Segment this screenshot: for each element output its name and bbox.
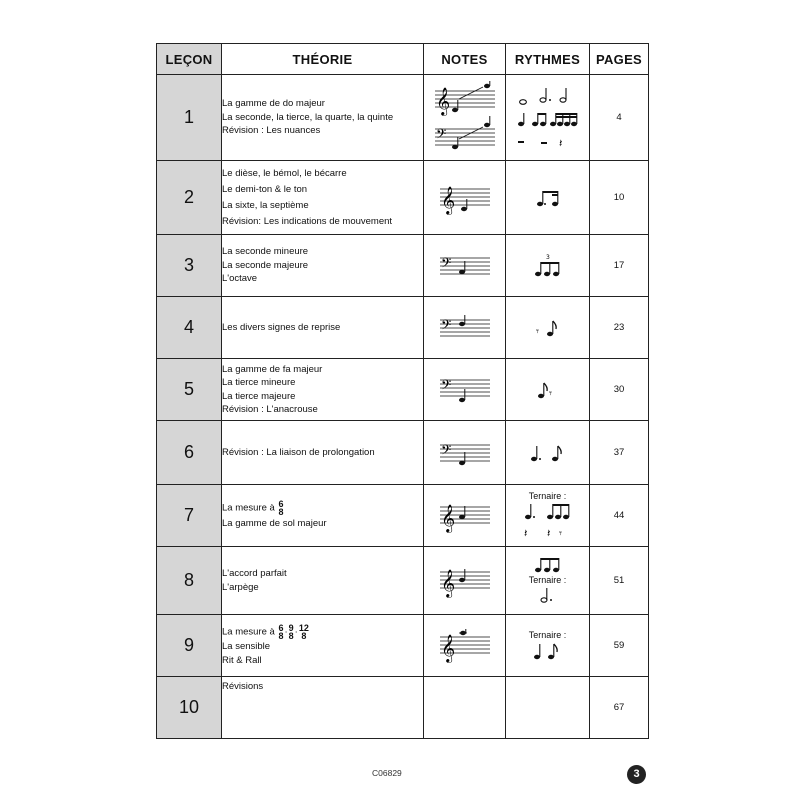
theory-line: La sensible: [222, 641, 271, 652]
page-number: 67: [590, 677, 649, 739]
lesson-number: 10: [157, 677, 222, 739]
svg-text:𝄽: 𝄽: [546, 526, 550, 540]
table-row: [157, 359, 649, 421]
rythm-cell: [506, 421, 590, 485]
theory-line: [222, 500, 423, 516]
svg-text:𝄢: 𝄢: [440, 316, 451, 336]
theory-line: La gamme de fa majeur: [222, 363, 323, 375]
svg-text:𝄢: 𝄢: [440, 441, 451, 461]
rythm-cell: [506, 615, 590, 677]
time-signature: [278, 624, 283, 640]
lesson-number: 1: [157, 75, 222, 161]
theory-line: Révision: Les indications de mouvement: [222, 215, 393, 227]
page-number: 10: [590, 161, 649, 235]
theory-line: La sixte, la septième: [222, 199, 309, 211]
theory-line: Révision : L'anacrouse: [222, 404, 318, 415]
lesson-number: 3: [157, 235, 222, 297]
table-row: [157, 235, 649, 297]
theory-line: La seconde majeure: [222, 259, 309, 271]
table-row: [157, 75, 649, 161]
rythm-cell: [506, 161, 590, 235]
theory-line: La seconde mineure: [222, 246, 309, 258]
theory-line: La tierce majeure: [222, 390, 296, 402]
table-row: [157, 547, 649, 615]
header-theorie: THÉORIE: [222, 44, 424, 75]
page-number: 4: [590, 75, 649, 161]
rythm-cell: [506, 297, 590, 359]
dotted-quarter-eighth-icon: [528, 442, 568, 464]
time-signature: [278, 500, 283, 516]
table-row: [157, 677, 649, 739]
eighth-note-eighth-rest-icon: [535, 379, 561, 401]
header-lecon: LEÇON: [157, 44, 222, 75]
footer-code: C06829: [372, 768, 402, 778]
header-rythmes: RYTHMES: [506, 44, 590, 75]
theory-line: La gamme de sol majeur: [222, 518, 327, 529]
lesson-number: 9: [157, 615, 222, 677]
theory-cell: [222, 359, 424, 421]
svg-text:𝄞: 𝄞: [440, 568, 455, 597]
bass-staff-icon: [438, 315, 492, 341]
eighth-rest-eighth-note-icon: [535, 317, 561, 339]
theory-line: Le demi-ton & le ton: [222, 183, 308, 195]
quarter-eighth-icon: [531, 640, 565, 662]
theory-line: Révisions: [222, 680, 264, 692]
page-number: 59: [590, 615, 649, 677]
svg-text:𝄽: 𝄽: [558, 136, 562, 150]
theory-prefix: La mesure à: [222, 502, 275, 514]
page-number: 17: [590, 235, 649, 297]
rythm-cell: [506, 677, 590, 739]
svg-text:𝄞: 𝄞: [440, 633, 455, 662]
treble-staff-icon: [438, 629, 492, 663]
table-row: [157, 615, 649, 677]
bass-staff-icon: [438, 375, 492, 405]
theory-line: Les divers signes de reprise: [222, 321, 341, 333]
svg-text:𝄞: 𝄞: [435, 86, 450, 115]
theory-prefix: La mesure à: [222, 626, 275, 638]
theory-line: L'octave: [222, 273, 258, 285]
notes-cell: [424, 677, 506, 739]
table-row: [157, 297, 649, 359]
ternary-rythm-icon: [522, 501, 574, 541]
table-row: [157, 161, 649, 235]
time-sig-top: 6: [278, 623, 284, 633]
svg-text:𝄾: 𝄾: [548, 386, 552, 400]
svg-text:𝄽: 𝄽: [523, 526, 527, 540]
notes-cell: [424, 547, 506, 615]
time-sig-bottom: 8: [301, 631, 307, 641]
rythm-label: Ternaire :: [528, 490, 567, 501]
time-sig-bottom: 8: [278, 507, 284, 517]
theory-cell: [222, 677, 424, 739]
theory-cell: [222, 547, 424, 615]
treble-and-bass-staff-icon: [433, 81, 497, 155]
time-signature: [299, 624, 309, 640]
time-sig-bottom: 8: [278, 631, 284, 641]
notes-cell: [424, 359, 506, 421]
header-pages: PAGES: [590, 44, 649, 75]
table-row: [157, 485, 649, 547]
rythm-cell: [506, 485, 590, 547]
treble-staff-icon: [438, 564, 492, 598]
lesson-number: 7: [157, 485, 222, 547]
theory-line: L'arpège: [222, 581, 259, 593]
time-sig-bottom: 8: [288, 631, 294, 641]
lesson-number: 5: [157, 359, 222, 421]
bass-staff-icon: [438, 440, 492, 466]
rythm-cell: [506, 75, 590, 161]
theory-line: L'accord parfait: [222, 568, 287, 579]
time-signature: [289, 624, 294, 640]
page-number-badge: 3: [627, 765, 646, 784]
theory-cell: [222, 161, 424, 235]
treble-staff-icon: [438, 181, 492, 215]
time-sig-top: 6: [278, 499, 284, 509]
svg-text:𝄢: 𝄢: [440, 254, 451, 274]
treble-staff-icon: [438, 499, 492, 533]
rythm-cell: [506, 359, 590, 421]
notes-cell: [424, 485, 506, 547]
page-number: 51: [590, 547, 649, 615]
notes-cell: [424, 161, 506, 235]
theory-cell: [222, 485, 424, 547]
rythm-label: Ternaire :: [528, 574, 567, 585]
svg-text:𝄾: 𝄾: [558, 526, 562, 540]
svg-text:𝄾: 𝄾: [535, 324, 539, 338]
theory-line: Rit & Rall: [222, 654, 262, 666]
rythm-cell: [506, 235, 590, 297]
notes-cell: [424, 615, 506, 677]
lesson-number: 4: [157, 297, 222, 359]
time-sig-top: 12: [298, 623, 309, 633]
lesson-table: [156, 43, 649, 739]
dotted-eighth-sixteenth-icon: [533, 187, 563, 209]
notes-cell: [424, 75, 506, 161]
lesson-number: 2: [157, 161, 222, 235]
header-notes: NOTES: [424, 44, 506, 75]
theory-line: La seconde, la tierce, la quarte, la quinte: [222, 111, 394, 123]
triplet-icon: [533, 253, 563, 279]
lesson-number: 6: [157, 421, 222, 485]
notes-cell: [424, 297, 506, 359]
svg-text:𝄞: 𝄞: [440, 185, 455, 214]
rythm-figures-icon: [513, 86, 583, 150]
theory-cell: [222, 421, 424, 485]
rythm-cell: [506, 547, 590, 615]
theory-cell: [222, 235, 424, 297]
theory-line: Le dièse, le bémol, le bécarre: [222, 167, 347, 179]
page-number: 23: [590, 297, 649, 359]
three-eighths-beamed-icon: [533, 556, 563, 574]
svg-text:3: 3: [545, 253, 550, 261]
table-row: [157, 421, 649, 485]
page-number: 44: [590, 485, 649, 547]
notes-cell: [424, 421, 506, 485]
page-number: 30: [590, 359, 649, 421]
bass-staff-icon: [438, 253, 492, 279]
table-header-row: [157, 44, 649, 75]
theory-line: La gamme de do majeur: [222, 98, 325, 110]
dotted-half-note-icon: [538, 585, 558, 605]
theory-cell: [222, 615, 424, 677]
theory-cell: [222, 75, 424, 161]
theory-line: La tierce mineure: [222, 377, 296, 388]
lesson-number: 8: [157, 547, 222, 615]
theory-line: Révision : Les nuances: [222, 125, 321, 137]
theory-line: La mesure à 6 8 · 9 8 · 12 8: [222, 623, 309, 641]
svg-text:𝄢: 𝄢: [435, 125, 446, 145]
time-sig-top: 9: [288, 623, 294, 633]
svg-text:𝄢: 𝄢: [440, 376, 451, 396]
page-number: 37: [590, 421, 649, 485]
theory-line: Révision : La liaison de prolongation: [222, 446, 375, 458]
svg-text:𝄞: 𝄞: [440, 503, 455, 532]
notes-cell: [424, 235, 506, 297]
rythm-label: Ternaire :: [528, 629, 567, 640]
theory-cell: [222, 297, 424, 359]
